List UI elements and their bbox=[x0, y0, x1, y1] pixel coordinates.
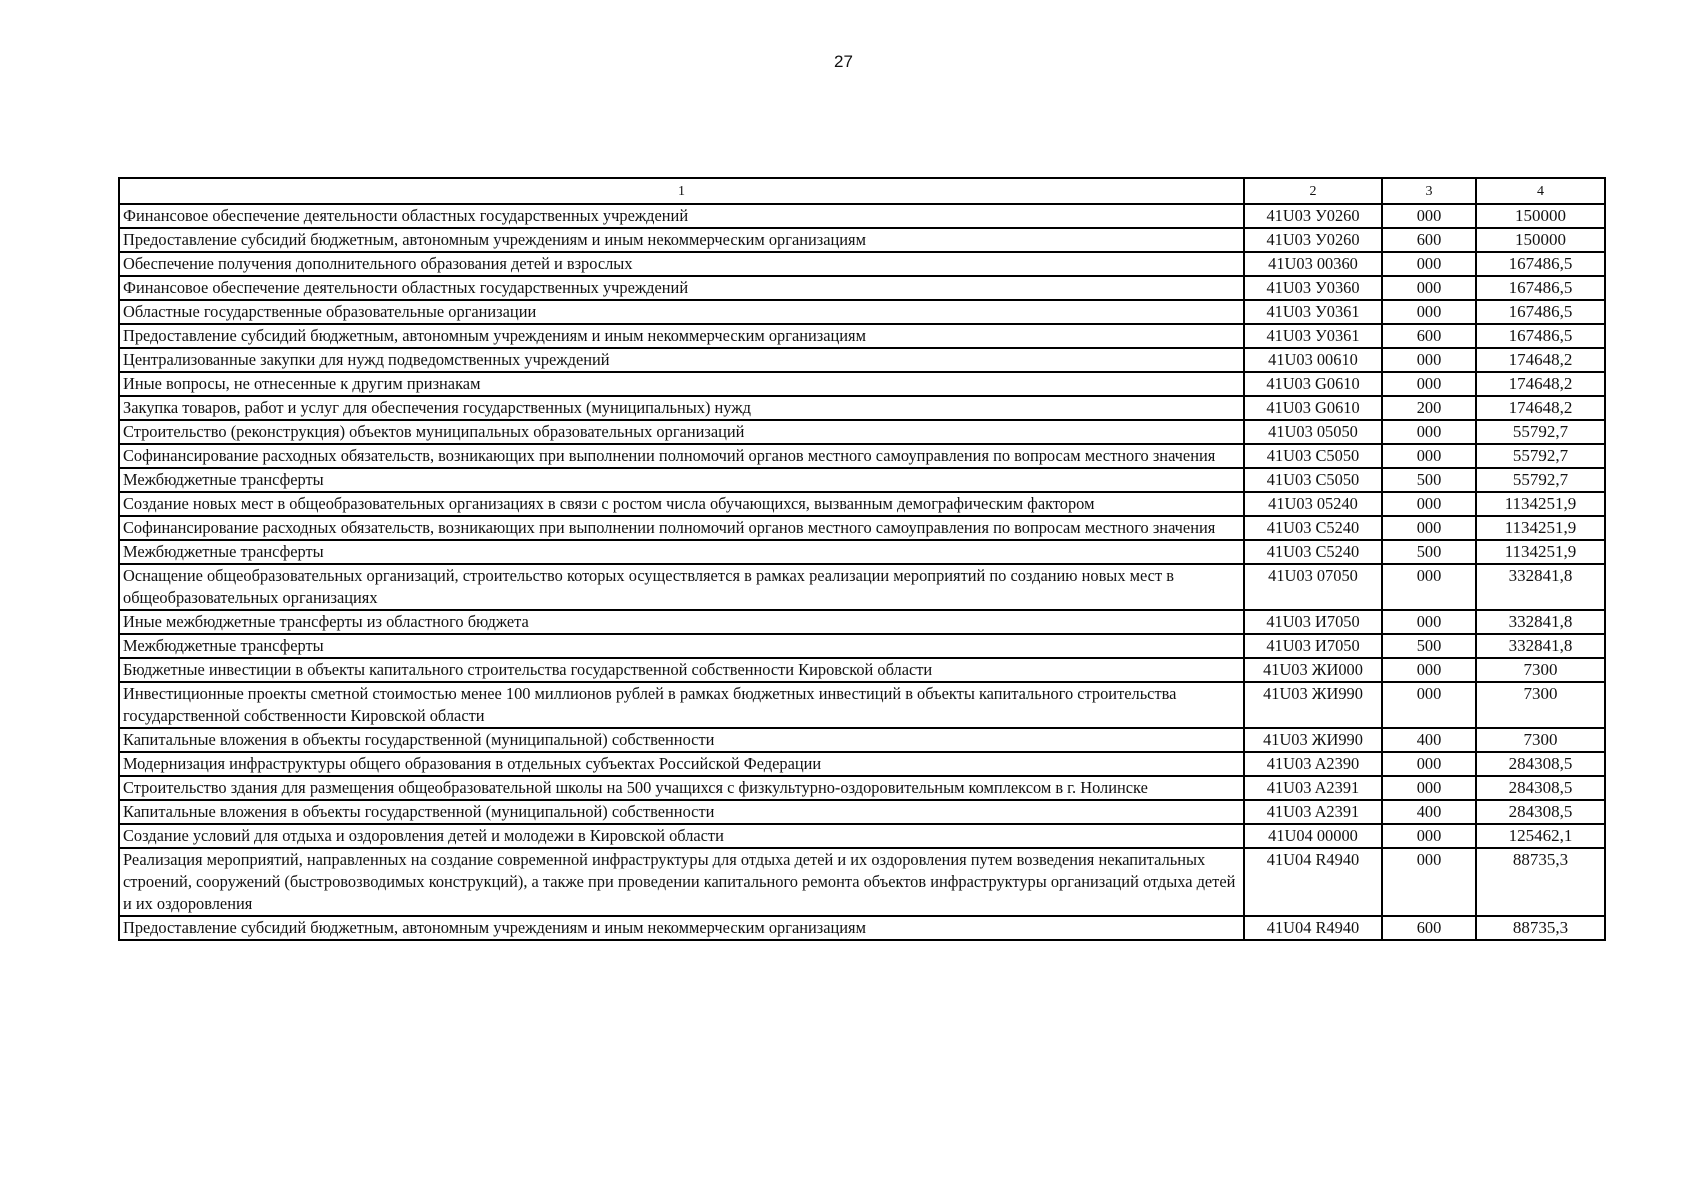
target-code-cell: 41U03 У0260 bbox=[1244, 204, 1382, 228]
table-row bbox=[119, 848, 1605, 916]
amount-cell: 150000 bbox=[1476, 204, 1605, 228]
expense-type-cell: 200 bbox=[1382, 396, 1476, 420]
budget-table bbox=[118, 177, 1606, 941]
target-code-cell: 41U04 R4940 bbox=[1244, 916, 1382, 940]
amount-cell: 7300 bbox=[1476, 682, 1605, 728]
target-code-cell: 41U03 У0260 bbox=[1244, 228, 1382, 252]
table-row bbox=[119, 682, 1605, 728]
amount-cell: 174648,2 bbox=[1476, 396, 1605, 420]
name-cell: Обеспечение получения дополнительного образования детей и взрослых bbox=[119, 252, 1244, 276]
expense-type-cell: 000 bbox=[1382, 776, 1476, 800]
column-header-4: 4 bbox=[1476, 178, 1605, 204]
name-cell: Финансовое обеспечение деятельности областных государственных учреждений bbox=[119, 276, 1244, 300]
expense-type-cell: 000 bbox=[1382, 348, 1476, 372]
table-row bbox=[119, 444, 1605, 468]
table-row bbox=[119, 348, 1605, 372]
table-row bbox=[119, 540, 1605, 564]
name-cell: Иные вопросы, не отнесенные к другим признакам bbox=[119, 372, 1244, 396]
expense-type-cell: 000 bbox=[1382, 276, 1476, 300]
amount-cell: 167486,5 bbox=[1476, 300, 1605, 324]
amount-cell: 167486,5 bbox=[1476, 252, 1605, 276]
target-code-cell: 41U03 05050 bbox=[1244, 420, 1382, 444]
name-cell: Модернизация инфраструктуры общего образования в отдельных субъектах Российской Федерации bbox=[119, 752, 1244, 776]
amount-cell: 88735,3 bbox=[1476, 848, 1605, 916]
amount-cell: 7300 bbox=[1476, 658, 1605, 682]
expense-type-cell: 500 bbox=[1382, 634, 1476, 658]
expense-type-cell: 000 bbox=[1382, 420, 1476, 444]
name-cell: Финансовое обеспечение деятельности областных государственных учреждений bbox=[119, 204, 1244, 228]
expense-type-cell: 000 bbox=[1382, 658, 1476, 682]
column-header-2: 2 bbox=[1244, 178, 1382, 204]
expense-type-cell: 000 bbox=[1382, 492, 1476, 516]
table-body bbox=[119, 204, 1605, 940]
header-row bbox=[119, 178, 1605, 204]
name-cell: Создание условий для отдыха и оздоровления детей и молодежи в Кировской области bbox=[119, 824, 1244, 848]
name-cell: Строительство (реконструкция) объектов муниципальных образовательных организаций bbox=[119, 420, 1244, 444]
table-row bbox=[119, 752, 1605, 776]
name-cell: Создание новых мест в общеобразовательных организациях в связи с ростом числа обучающихся, вызванным демографическим фактором bbox=[119, 492, 1244, 516]
target-code-cell: 41U03 A2390 bbox=[1244, 752, 1382, 776]
expense-type-cell: 600 bbox=[1382, 228, 1476, 252]
amount-cell: 284308,5 bbox=[1476, 800, 1605, 824]
name-cell: Реализация мероприятий, направленных на создание современной инфраструктуры для отдыха детей и их оздоровления путем возведения некапитальных строений, сооружений (быстровозводимых конструкций), а также при проведении капитального ремонта объектов инфраструктуры организаций отдыха детей и их оздоровления bbox=[119, 848, 1244, 916]
name-cell: Капитальные вложения в объекты государственной (муниципальной) собственности bbox=[119, 728, 1244, 752]
target-code-cell: 41U03 ЖИ000 bbox=[1244, 658, 1382, 682]
table-row bbox=[119, 492, 1605, 516]
table-row bbox=[119, 564, 1605, 610]
target-code-cell: 41U03 ЖИ990 bbox=[1244, 728, 1382, 752]
table-row bbox=[119, 776, 1605, 800]
page-number: 27 bbox=[834, 52, 853, 71]
target-code-cell: 41U03 И7050 bbox=[1244, 610, 1382, 634]
column-header-1: 1 bbox=[119, 178, 1244, 204]
amount-cell: 55792,7 bbox=[1476, 420, 1605, 444]
expense-type-cell: 000 bbox=[1382, 848, 1476, 916]
name-cell: Оснащение общеобразовательных организаций, строительство которых осуществляется в рамках реализации мероприятий по созданию новых мест в общеобразовательных организациях bbox=[119, 564, 1244, 610]
target-code-cell: 41U03 У0361 bbox=[1244, 300, 1382, 324]
amount-cell: 55792,7 bbox=[1476, 444, 1605, 468]
amount-cell: 284308,5 bbox=[1476, 752, 1605, 776]
expense-type-cell: 000 bbox=[1382, 444, 1476, 468]
name-cell: Межбюджетные трансферты bbox=[119, 540, 1244, 564]
table-row bbox=[119, 252, 1605, 276]
target-code-cell: 41U03 07050 bbox=[1244, 564, 1382, 610]
name-cell: Централизованные закупки для нужд подведомственных учреждений bbox=[119, 348, 1244, 372]
target-code-cell: 41U03 05240 bbox=[1244, 492, 1382, 516]
amount-cell: 284308,5 bbox=[1476, 776, 1605, 800]
target-code-cell: 41U03 00610 bbox=[1244, 348, 1382, 372]
expense-type-cell: 000 bbox=[1382, 752, 1476, 776]
table-row bbox=[119, 324, 1605, 348]
amount-cell: 55792,7 bbox=[1476, 468, 1605, 492]
table-row bbox=[119, 634, 1605, 658]
amount-cell: 150000 bbox=[1476, 228, 1605, 252]
expense-type-cell: 500 bbox=[1382, 540, 1476, 564]
expense-type-cell: 000 bbox=[1382, 564, 1476, 610]
table-row bbox=[119, 728, 1605, 752]
target-code-cell: 41U03 C5050 bbox=[1244, 468, 1382, 492]
amount-cell: 332841,8 bbox=[1476, 610, 1605, 634]
expense-type-cell: 000 bbox=[1382, 300, 1476, 324]
amount-cell: 125462,1 bbox=[1476, 824, 1605, 848]
table-row bbox=[119, 276, 1605, 300]
name-cell: Предоставление субсидий бюджетным, автономным учреждениям и иным некоммерческим организациям bbox=[119, 916, 1244, 940]
name-cell: Бюджетные инвестиции в объекты капитального строительства государственной собственности Кировской области bbox=[119, 658, 1244, 682]
expense-type-cell: 000 bbox=[1382, 204, 1476, 228]
expense-type-cell: 500 bbox=[1382, 468, 1476, 492]
name-cell: Инвестиционные проекты сметной стоимостью менее 100 миллионов рублей в рамках бюджетных инвестиций в объекты капитального строительства государственной собственности Кировской области bbox=[119, 682, 1244, 728]
table-row bbox=[119, 420, 1605, 444]
column-header-3: 3 bbox=[1382, 178, 1476, 204]
table-row bbox=[119, 228, 1605, 252]
table-row bbox=[119, 372, 1605, 396]
target-code-cell: 41U03 00360 bbox=[1244, 252, 1382, 276]
expense-type-cell: 000 bbox=[1382, 610, 1476, 634]
name-cell: Строительство здания для размещения общеобразовательной школы на 500 учащихся с физкультурно-оздоровительным комплексом в г. Нолинске bbox=[119, 776, 1244, 800]
name-cell: Иные межбюджетные трансферты из областного бюджета bbox=[119, 610, 1244, 634]
expense-type-cell: 000 bbox=[1382, 252, 1476, 276]
amount-cell: 1134251,9 bbox=[1476, 540, 1605, 564]
amount-cell: 167486,5 bbox=[1476, 276, 1605, 300]
name-cell: Закупка товаров, работ и услуг для обеспечения государственных (муниципальных) нужд bbox=[119, 396, 1244, 420]
name-cell: Межбюджетные трансферты bbox=[119, 468, 1244, 492]
name-cell: Предоставление субсидий бюджетным, автономным учреждениям и иным некоммерческим организациям bbox=[119, 324, 1244, 348]
amount-cell: 332841,8 bbox=[1476, 564, 1605, 610]
target-code-cell: 41U03 A2391 bbox=[1244, 800, 1382, 824]
target-code-cell: 41U04 00000 bbox=[1244, 824, 1382, 848]
name-cell: Областные государственные образовательные организации bbox=[119, 300, 1244, 324]
name-cell: Предоставление субсидий бюджетным, автономным учреждениям и иным некоммерческим организациям bbox=[119, 228, 1244, 252]
expense-type-cell: 000 bbox=[1382, 372, 1476, 396]
amount-cell: 88735,3 bbox=[1476, 916, 1605, 940]
amount-cell: 174648,2 bbox=[1476, 372, 1605, 396]
target-code-cell: 41U04 R4940 bbox=[1244, 848, 1382, 916]
table-row bbox=[119, 516, 1605, 540]
table-row bbox=[119, 800, 1605, 824]
table-header bbox=[119, 178, 1605, 204]
table-row bbox=[119, 204, 1605, 228]
table-row bbox=[119, 396, 1605, 420]
expense-type-cell: 600 bbox=[1382, 916, 1476, 940]
table-row bbox=[119, 468, 1605, 492]
table-row bbox=[119, 824, 1605, 848]
expense-type-cell: 400 bbox=[1382, 728, 1476, 752]
target-code-cell: 41U03 G0610 bbox=[1244, 372, 1382, 396]
name-cell: Межбюджетные трансферты bbox=[119, 634, 1244, 658]
table-row bbox=[119, 300, 1605, 324]
amount-cell: 167486,5 bbox=[1476, 324, 1605, 348]
table-row bbox=[119, 610, 1605, 634]
name-cell: Капитальные вложения в объекты государственной (муниципальной) собственности bbox=[119, 800, 1244, 824]
target-code-cell: 41U03 У0361 bbox=[1244, 324, 1382, 348]
amount-cell: 7300 bbox=[1476, 728, 1605, 752]
target-code-cell: 41U03 C5240 bbox=[1244, 516, 1382, 540]
target-code-cell: 41U03 И7050 bbox=[1244, 634, 1382, 658]
table-row bbox=[119, 916, 1605, 940]
target-code-cell: 41U03 У0360 bbox=[1244, 276, 1382, 300]
target-code-cell: 41U03 A2391 bbox=[1244, 776, 1382, 800]
expense-type-cell: 000 bbox=[1382, 682, 1476, 728]
name-cell: Софинансирование расходных обязательств, возникающих при выполнении полномочий органов местного самоуправления по вопросам местного значения bbox=[119, 516, 1244, 540]
expense-type-cell: 000 bbox=[1382, 824, 1476, 848]
expense-type-cell: 000 bbox=[1382, 516, 1476, 540]
expense-type-cell: 400 bbox=[1382, 800, 1476, 824]
amount-cell: 174648,2 bbox=[1476, 348, 1605, 372]
target-code-cell: 41U03 G0610 bbox=[1244, 396, 1382, 420]
amount-cell: 1134251,9 bbox=[1476, 492, 1605, 516]
target-code-cell: 41U03 C5050 bbox=[1244, 444, 1382, 468]
amount-cell: 332841,8 bbox=[1476, 634, 1605, 658]
expense-type-cell: 600 bbox=[1382, 324, 1476, 348]
amount-cell: 1134251,9 bbox=[1476, 516, 1605, 540]
target-code-cell: 41U03 C5240 bbox=[1244, 540, 1382, 564]
table-row bbox=[119, 658, 1605, 682]
name-cell: Софинансирование расходных обязательств, возникающих при выполнении полномочий органов местного самоуправления по вопросам местного значения bbox=[119, 444, 1244, 468]
target-code-cell: 41U03 ЖИ990 bbox=[1244, 682, 1382, 728]
